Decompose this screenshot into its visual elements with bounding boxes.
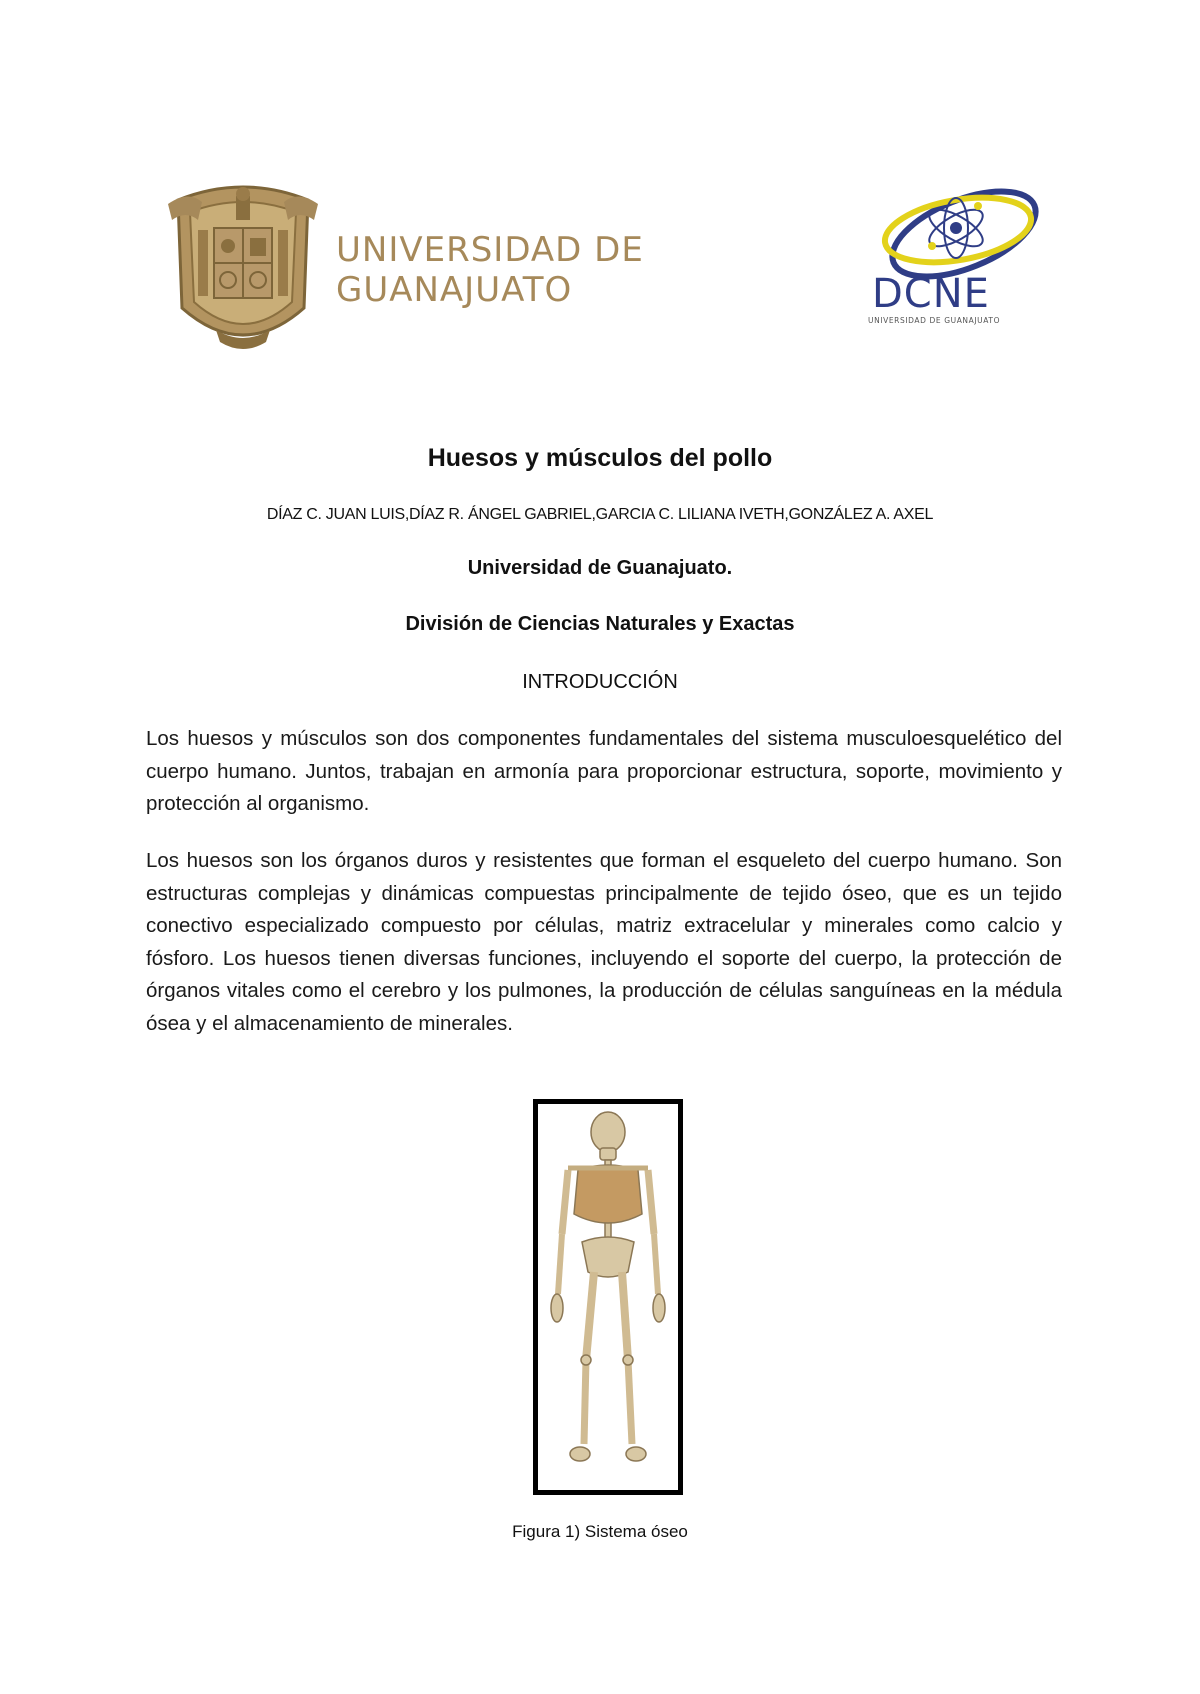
dcne-logo-subtext: UNIVERSIDAD DE GUANAJUATO	[868, 316, 1001, 325]
university-logo-line-2: GUANAJUATO	[336, 270, 573, 310]
division-name: División de Ciencias Naturales y Exactas	[405, 613, 795, 635]
dcne-logo-wordmark: DCNE	[872, 271, 990, 317]
university-logo	[168, 180, 660, 354]
dcne-logo	[866, 178, 1042, 332]
section-heading: INTRODUCCIÓN	[522, 671, 678, 693]
skeleton-image	[538, 1104, 678, 1490]
paragraph-1: Los huesos y músculos son dos componentes fundamentales del sistema musculoesquelético del cuerpo humano. Juntos, trabajan en armonía para proporcionar estructura, soporte, movimiento y protección al organismo.	[146, 727, 1062, 815]
university-logo-wordmark	[336, 230, 644, 310]
document-title: Huesos y músculos del pollo	[427, 444, 773, 472]
authors-line: DÍAZ C. JUAN LUIS,DÍAZ R. ÁNGEL GABRIEL,GARCIA C. LILIANA IVETH,GONZÁLEZ A. AXEL	[266, 506, 934, 523]
figure-caption: Figura 1) Sistema óseo	[512, 1522, 688, 1541]
university-logo-line-1: UNIVERSIDAD DE	[336, 230, 644, 270]
university-name: Universidad de Guanajuato.	[467, 557, 733, 579]
paragraph-2: Los huesos son los órganos duros y resistentes que forman el esqueleto del cuerpo humano. Son estructuras complejas y dinámicas compuestas principalmente de tejido óseo, que es un tejido conectivo especializado compuesto por células, matriz extracelular y minerales como calcio y fósforo. Los huesos tienen diversas funciones, incluyendo el soporte del cuerpo, la protección de órganos vitales como el cerebro y los pulmones, la producción de células sanguíneas en la médula ósea y el almacenamiento de minerales.	[146, 849, 1062, 1035]
university-crest-icon	[168, 180, 318, 354]
figure-frame	[533, 1099, 683, 1495]
